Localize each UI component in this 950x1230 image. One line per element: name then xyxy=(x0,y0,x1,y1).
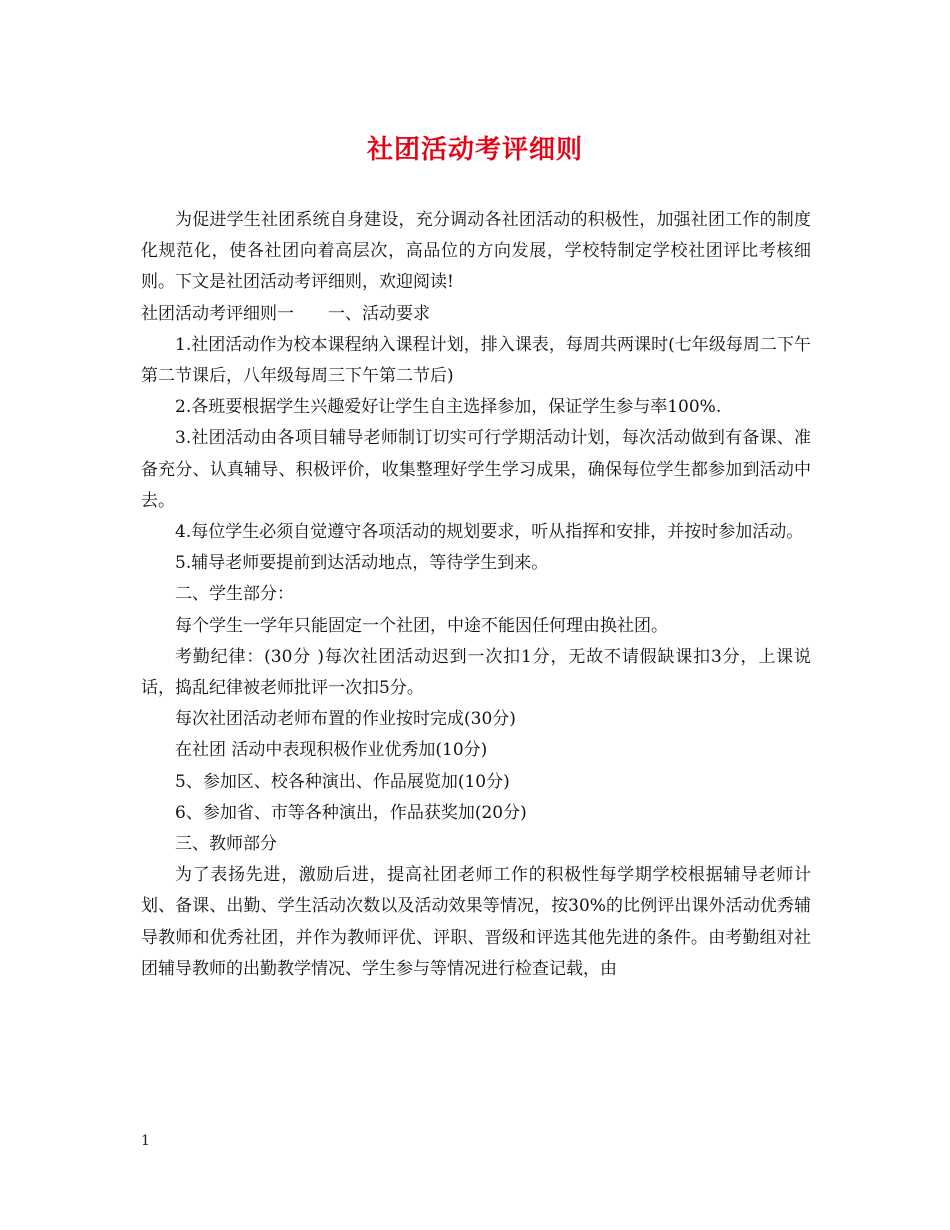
paragraph: 4.每位学生必须自觉遵守各项活动的规划要求，听从指挥和安排，并按时参加活动。 xyxy=(175,522,804,543)
paragraph: 为了表扬先进，激励后进，提高社团老师工作的积极性每学期学校根据辅导老师计划、备课、出勤、学生活动次数以及活动效果等情况，按30%的比例评出课外活动优秀辅导教师和优秀社团，并作为教师评优、评职、晋级和评选其他先进的条件。由考勤组对社团辅导教师的出勤教学情况、学生参与等情况进行检查记载，由 xyxy=(141,865,811,979)
paragraph: 在社团 活动中表现积极作业优秀加(10分) xyxy=(175,740,488,761)
paragraph: 为促进学生社团系统自身建设，充分调动各社团活动的积极性，加强社团工作的制度化规范化，使各社团向着高层次，高品位的方向发展，学校特制定学校社团评比考核细则。下文是社团活动考评细则，欢迎阅读! xyxy=(141,210,811,293)
paragraph: 1.社团活动作为校本课程纳入课程计划，排入课表，每周共两课时(七年级每周二下午第二节课后，八年级每周三下午第二节后) xyxy=(141,334,811,387)
paragraph: 每次社团活动老师布置的作业按时完成(30分) xyxy=(175,709,516,730)
paragraph: 每个学生一学年只能固定一个社团，中途不能因任何理由换社团。 xyxy=(175,615,668,636)
paragraph-heading: 社团活动考评细则一 一、活动要求 xyxy=(141,303,430,324)
page-number: 1 xyxy=(141,1133,150,1149)
paragraph: 5、参加区、校各种演出、作品展览加(10分) xyxy=(175,771,510,792)
document-title: 社团活动考评细则 xyxy=(366,135,583,165)
section-heading: 二、学生部分： xyxy=(175,584,294,605)
paragraph: 考勤纪律：(30分 )每次社团活动迟到一次扣1分，无故不请假缺课扣3分，上课说话，捣乱纪律被老师批评一次扣5分。 xyxy=(141,646,811,699)
paragraph: 6、参加省、市等各种演出，作品获奖加(20分) xyxy=(175,802,527,823)
section-heading: 三、教师部分 xyxy=(175,834,277,855)
document-body xyxy=(141,205,811,985)
paragraph: 5.辅导老师要提前到达活动地点，等待学生到来。 xyxy=(175,553,549,574)
paragraph: 3.社团活动由各项目辅导老师制订切实可行学期活动计划，每次活动做到有备课、准备充分、认真辅导、积极评价，收集整理好学生学习成果，确保每位学生都参加到活动中去。 xyxy=(141,428,811,511)
paragraph: 2.各班要根据学生兴趣爱好让学生自主选择参加，保证学生参与率100%. xyxy=(175,397,722,418)
